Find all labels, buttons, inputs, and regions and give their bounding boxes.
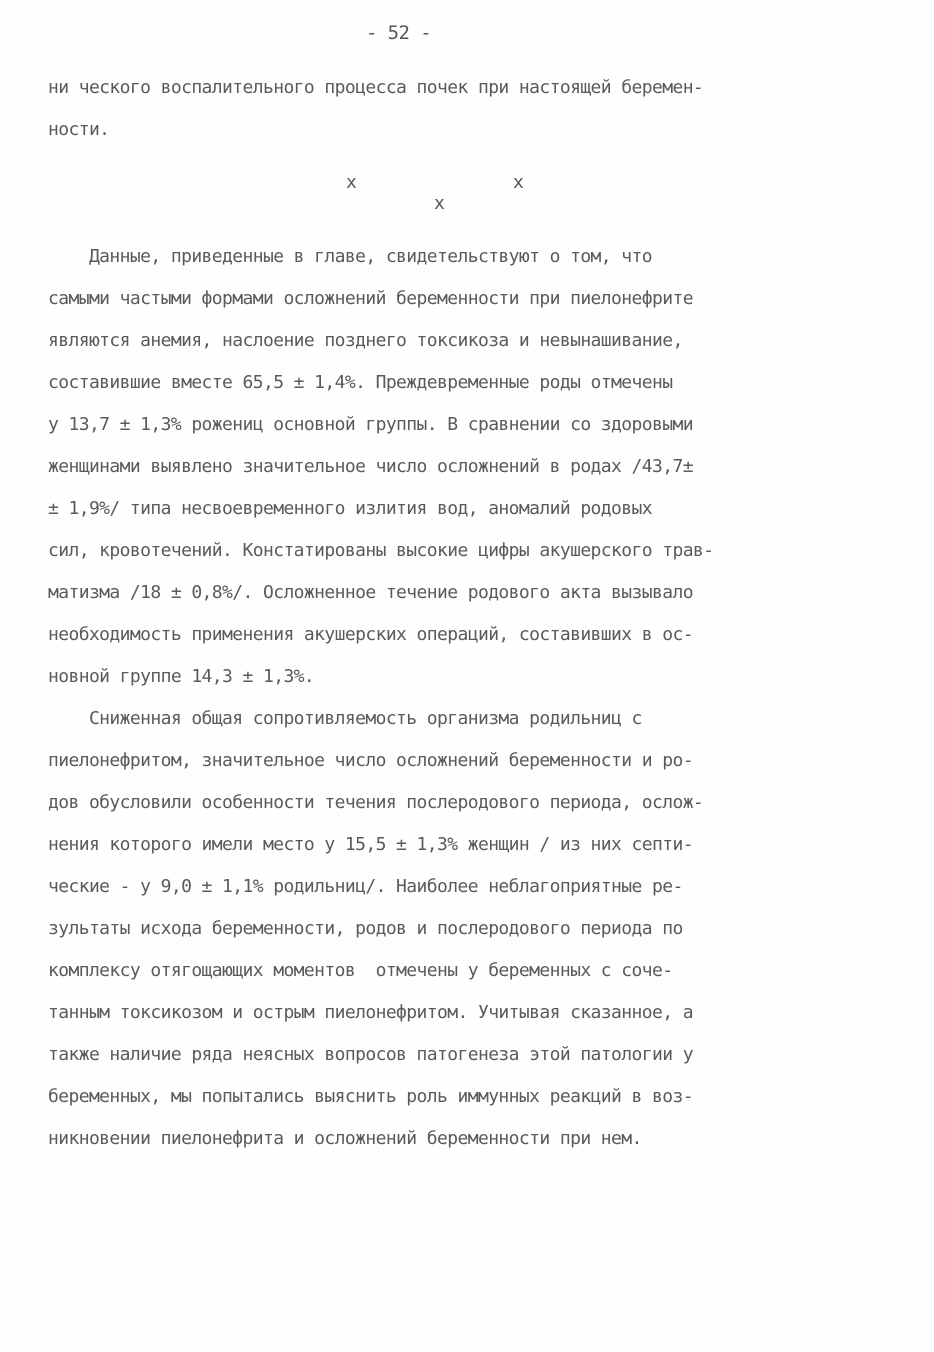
text-line: новной группе 14,3 ± 1,3%. [48,666,315,687]
text-line: ческие - у 9,0 ± 1,1% родильниц/. Наиболее неблагоприятные ре- [48,876,683,897]
separator-mark: х [513,172,524,193]
text-line: ни ческого воспалительного процесса почек при настоящей беремен- [48,77,704,98]
separator-mark: х [434,193,445,214]
separator-mark: х [346,172,357,193]
text-line: самыми частыми формами осложнений беременности при пиелонефрите [48,288,693,309]
text-line: являются анемия, наслоение позднего токсикоза и невынашивание, [48,330,683,351]
text-line: сил, кровотечений. Констатированы высокие цифры акушерского трав- [48,540,714,561]
text-line: беременных, мы попытались выяснить роль иммунных реакций в воз- [48,1086,693,1107]
text-line: у 13,7 ± 1,3% рожениц основной группы. В сравнении со здоровыми [48,414,693,435]
text-line: необходимость применения акушерских операций, составивших в ос- [48,624,693,645]
text-line: женщинами выявлено значительное число осложнений в родах /43,7± [48,456,693,477]
text-line: составившие вместе 65,5 ± 1,4%. Преждевременные роды отмечены [48,372,673,393]
text-line: ± 1,9%/ типа несвоевременного излития вод, аномалий родовых [48,498,652,519]
text-line: комплексу отягощающих моментов отмечены у беременных с соче- [48,960,673,981]
text-line: матизма /18 ± 0,8%/. Осложненное течение родового акта вызывало [48,582,693,603]
text-line: также наличие ряда неясных вопросов патогенеза этой патологии у [48,1044,693,1065]
text-line: дов обусловили особенности течения послеродового периода, ослож- [48,792,704,813]
text-line: никновении пиелонефрита и осложнений беременности при нем. [48,1128,642,1149]
text-line: ности. [48,119,110,140]
text-line: нения которого имели место у 15,5 ± 1,3% женщин / из них септи- [48,834,693,855]
text-line: Данные, приведенные в главе, свидетельствуют о том, что [48,246,652,267]
text-line: танным токсикозом и острым пиелонефритом. Учитывая сказанное, а [48,1002,693,1023]
text-line: пиелонефритом, значительное число осложнений беременности и ро- [48,750,693,771]
text-line: Сниженная общая сопротивляемость организма родильниц с [48,708,642,729]
text-line: зультаты исхода беременности, родов и послеродового периода по [48,918,683,939]
page-number: - 52 - [366,22,432,44]
